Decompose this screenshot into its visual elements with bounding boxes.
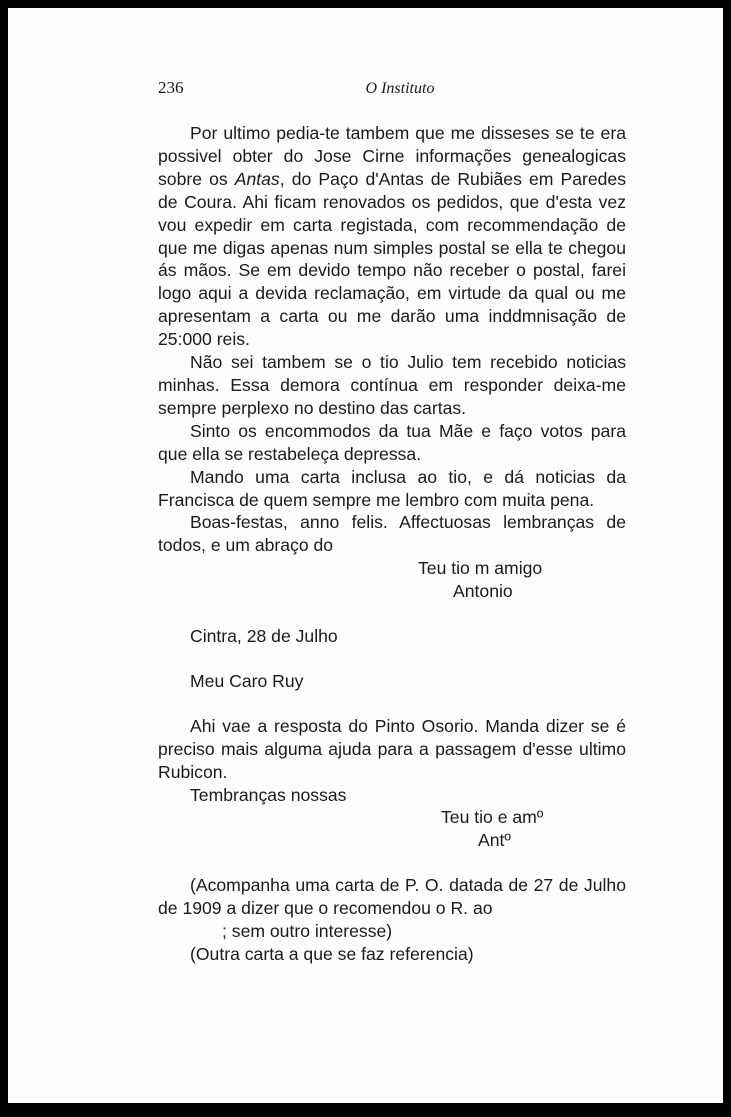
letter2-paragraph-2: Tembranças nossas [190, 784, 347, 805]
editor-note-line-3: (Outra carta a que se faz referencia) [190, 944, 474, 964]
letter-2 [158, 625, 626, 852]
page-number: 236 [158, 78, 184, 97]
antas-italic: Antas [234, 168, 280, 189]
letter2-place-date: Cintra, 28 de Julho [190, 626, 338, 647]
letter2-salutation: Meu Caro Ruy [190, 670, 304, 691]
letter1-p1-part-a: Por ultimo pedia-te tambem que me disseses se te era possivel obter do Jose Cirne informações genealogicas sobre os [158, 123, 626, 189]
editor-note [158, 874, 626, 966]
page-body [158, 122, 626, 966]
letter1-signature: Antonio [453, 581, 513, 602]
editor-note-line-1: (Acompanha uma carta de P. O. datada de 27 de Julho de 1909 a dizer que o recomendou o R. ao [158, 875, 626, 919]
letter1-paragraph-4: Mando uma carta inclusa ao tio, e dá noticias da Francisca de quem sempre me lembro com muita pena. [158, 466, 626, 510]
letter2-closing: Teu tio e amº [441, 807, 544, 828]
letter1-p1-part-b: , do Paço d'Antas de Rubiães em Paredes de Coura. Ahi ficam renovados os pedidos, que d'esta vez vou expedir em carta registada, com recommendação de que me digas apenas num simples postal se ella te chegou ás mãos. Se em devido tempo não receber o postal, farei logo aqui a devida reclamação, em virtude da qual ou me apresentam a carta ou me darão uma inddmnisação de 25:000 reis. [158, 168, 626, 350]
editor-note-line-2: ; sem outro interesse) [222, 921, 393, 942]
letter1-paragraph-1 [158, 122, 626, 351]
page-header [0, 76, 731, 100]
letter-1 [158, 122, 626, 603]
letter1-paragraph-5: Boas-festas, anno felis. Affectuosas lembranças de todos, e um abraço do [158, 512, 626, 556]
letter2-paragraph-1: Ahi vae a resposta do Pinto Osorio. Manda dizer se é preciso mais alguma ajuda para a passagem d'esse ultimo Rubicon. [158, 715, 626, 782]
letter1-closing: Teu tio m amigo [418, 558, 543, 579]
letter1-paragraph-2: Não sei tambem se o tio Julio tem recebido noticias minhas. Essa demora contínua em responder deixa-me sempre perplexo no destino das cartas. [158, 352, 626, 418]
running-title: O Instituto [365, 80, 435, 97]
letter2-signature: Antº [478, 830, 511, 851]
letter1-paragraph-3: Sinto os encommodos da tua Mãe e faço votos para que ella se restabeleça depressa. [158, 420, 626, 464]
